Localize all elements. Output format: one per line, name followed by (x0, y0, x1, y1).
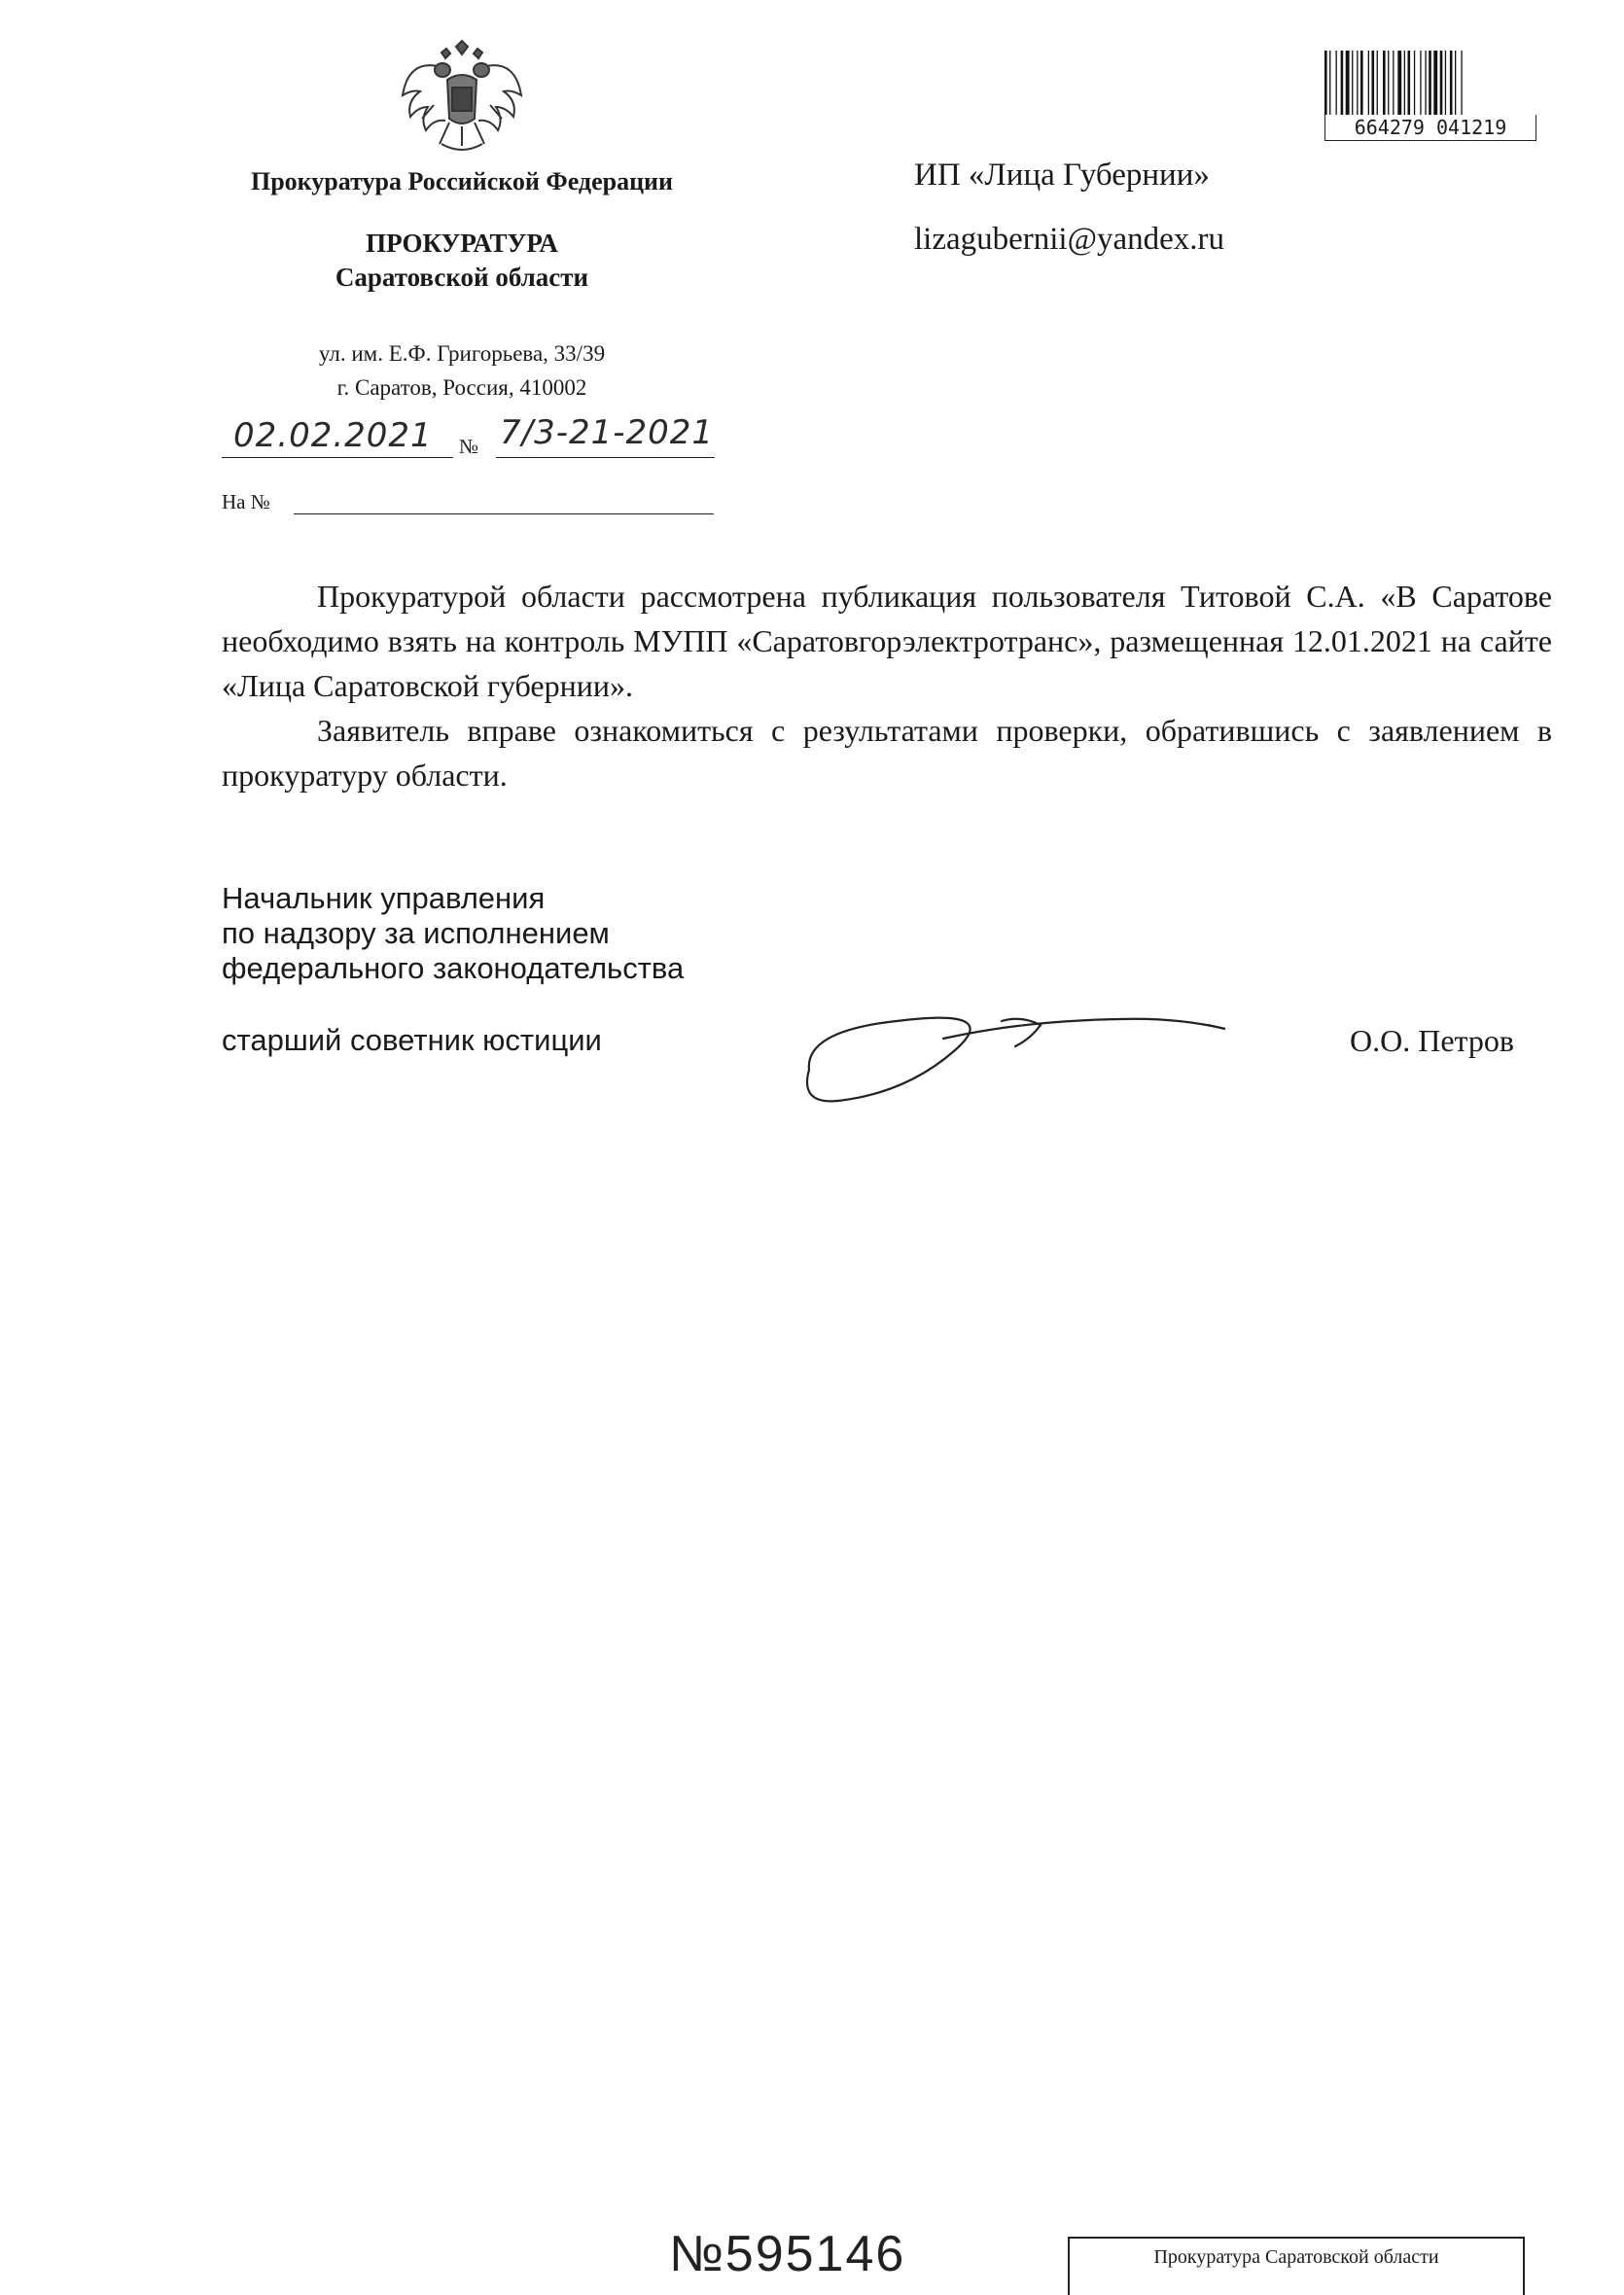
signatory-title-line1: Начальник управления (222, 881, 546, 915)
in-reply-underline (294, 513, 714, 514)
signatory-title (222, 881, 684, 986)
signatory-rank: старший советник юстиции (222, 1023, 602, 1057)
recipient-email: lizagubernii@yandex.ru (914, 222, 1225, 257)
handwritten-date: 02.02.2021 (233, 416, 433, 455)
address-line2: г. Саратов, Россия, 410002 (336, 375, 587, 400)
body-paragraph-2: Заявитель вправе ознакомиться с результатами проверки, обратившись с заявлением в прокуратуру области. (222, 713, 1552, 793)
date-underline (222, 457, 453, 458)
signatory-title-line2: по надзору за исполнением (222, 916, 610, 950)
number-label: № (459, 435, 479, 458)
office-title-line2: Саратовской области (335, 263, 589, 292)
registration-stamp: Прокуратура Саратовской области (1068, 2237, 1525, 2295)
coat-of-arms-emblem (399, 37, 525, 173)
handwritten-signature (797, 992, 1245, 1118)
in-reply-label: На № (222, 490, 270, 513)
address-line1: ул. им. Е.Ф. Григорьева, 33/39 (318, 341, 606, 366)
form-serial-number: №595146 (669, 2226, 906, 2278)
signatory-name: О.О. Петров (1350, 1023, 1515, 1058)
signatory-title-line3: федерального законодательства (222, 951, 685, 985)
federal-prosecutor-name: Прокуратура Российской Федерации (250, 167, 674, 195)
letter-body (222, 574, 1552, 797)
number-underline (496, 457, 715, 458)
body-paragraph-1: Прокуратурой области рассмотрена публикация пользователя Титовой С.А. «В Саратове необходимо взять на контроль МУПП «Саратовгорэлектротранс», размещенная 12.01.2021 на сайте «Лица Саратовской губернии». (222, 579, 1552, 703)
office-title (175, 227, 749, 295)
office-address (175, 336, 749, 405)
barcode-digits: 664279 041219 (1324, 115, 1536, 141)
handwritten-outgoing-number: 7/3-21-2021 (500, 413, 715, 452)
recipient-name: ИП «Лица Губернии» (914, 158, 1210, 193)
office-title-line1: ПРОКУРАТУРА (366, 229, 558, 258)
